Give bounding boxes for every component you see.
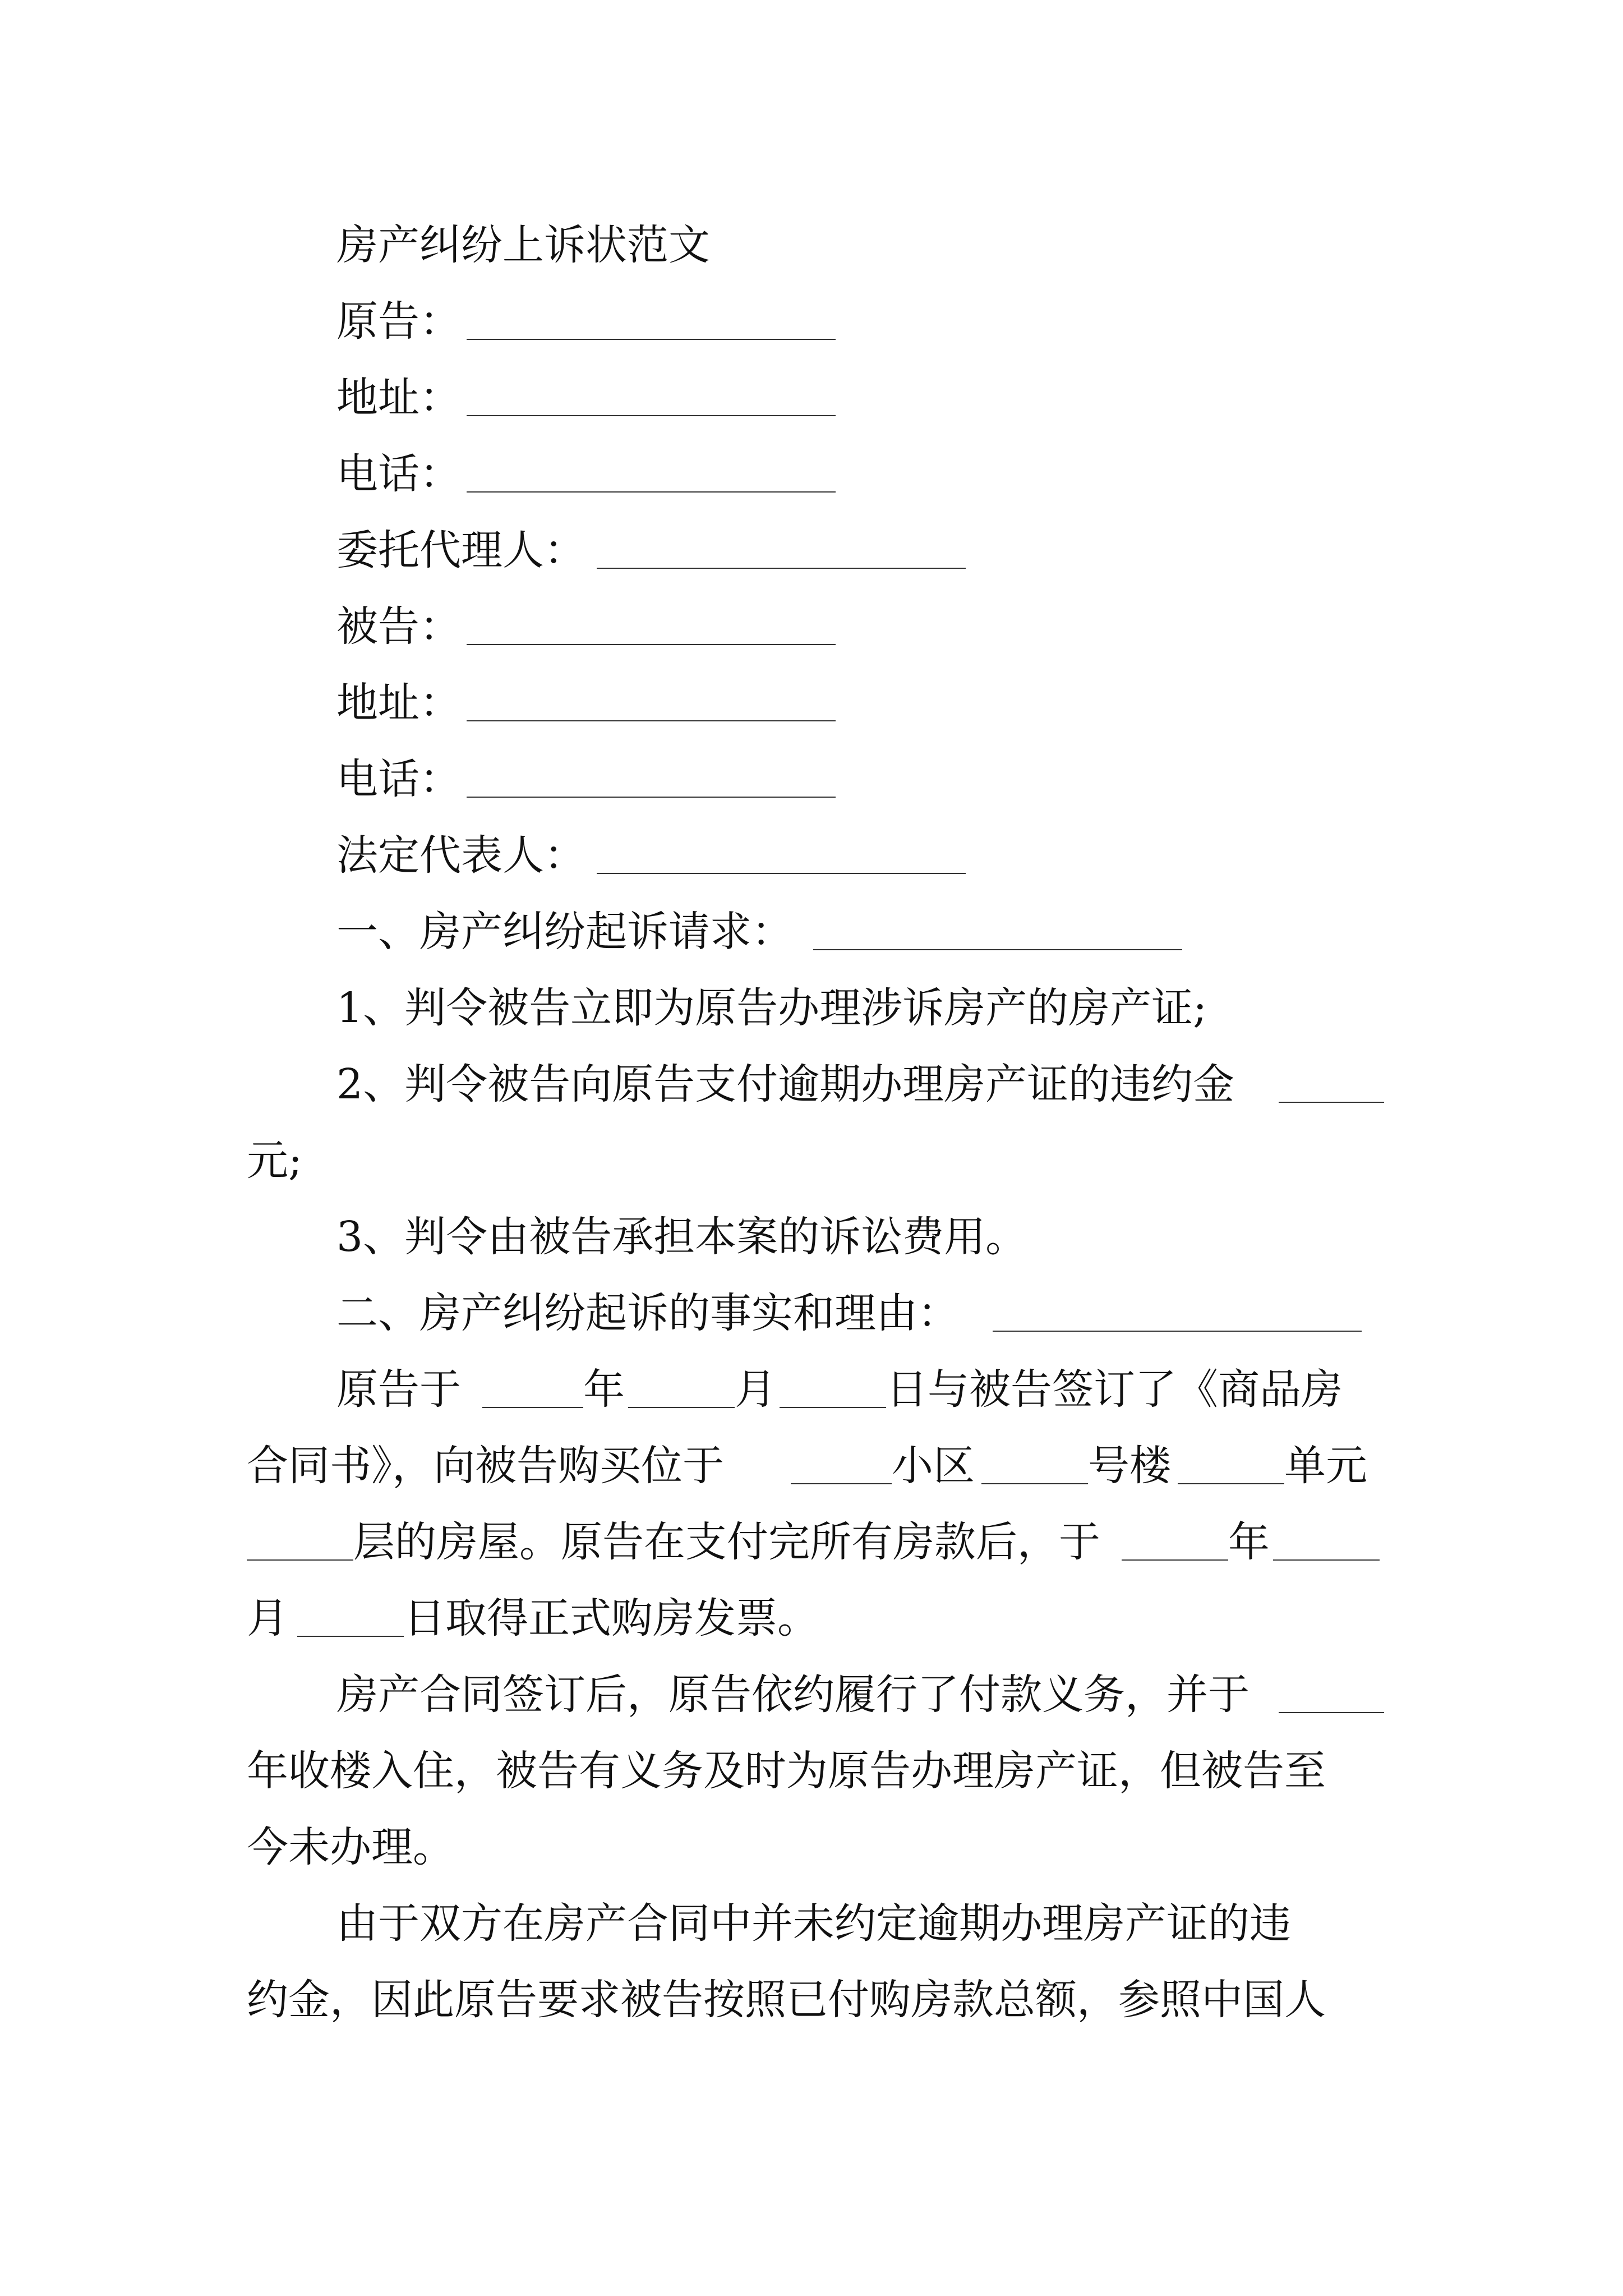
plaintiff-phone-label: 电话： [336,450,461,498]
move-in-year-blank [1279,1664,1384,1713]
facts-p1-text: 层的房屋。原告在支付完所有房款后，于 [353,1518,1100,1566]
defendant-label: 被告： [336,602,461,651]
month-label: 月 [247,1594,288,1642]
defendant-line [0,596,1623,657]
claims-heading-line [0,901,1623,963]
unit-label: 单元 [1284,1442,1367,1490]
claim-item-2-cont [0,1130,1623,1191]
unit-blank [1178,1435,1284,1484]
penalty-amount-blank [1279,1053,1384,1103]
legal-rep-label: 法定代表人： [336,831,585,880]
month-label: 月 [735,1365,776,1414]
facts-p3-line-2 [0,1969,1623,2031]
facts-p2-text: 年收楼入住，被告有义务及时为原告办理房产证，但被告至 [247,1747,1326,1795]
plaintiff-address-label: 地址： [336,374,461,422]
facts-blank [993,1282,1362,1332]
sign-day-blank [780,1359,886,1408]
plaintiff-address-line [0,367,1623,429]
facts-p1-line-4 [0,1588,1623,1649]
facts-p2-line-1 [0,1664,1623,1726]
facts-p2-line-2 [0,1740,1623,1802]
agent-label: 委托代理人： [336,526,585,574]
claim-item-2 [0,1053,1623,1115]
defendant-blank [467,596,836,645]
sign-month-blank [628,1359,735,1408]
facts-p1-line-1 [0,1359,1623,1420]
claim-item-1-text: 1、判令被告立即为原告办理涉诉房产的房产证; [336,984,1207,1032]
facts-p1-line-2 [0,1435,1623,1497]
claims-blank [813,901,1182,950]
facts-heading: 二、房产纠纷起诉的事实和理由： [336,1289,959,1337]
legal-rep-blank [597,825,966,874]
defendant-phone-label: 电话： [336,755,461,803]
claim-item-1 [0,977,1623,1039]
community-label: 小区 [892,1442,975,1490]
facts-heading-line [0,1282,1623,1344]
facts-p1-text: 日与被告签订了《商品房 [886,1365,1343,1414]
defendant-phone-blank [467,748,836,798]
plaintiff-phone-blank [467,443,836,493]
facts-p2-text: 今未办理。 [247,1823,454,1871]
invoice-day-blank [297,1588,404,1637]
claim-item-3 [0,1206,1623,1268]
facts-p3-text: 由于双方在房产合同中并未约定逾期办理房产证的违 [336,1899,1291,1948]
agent-blank [597,519,966,569]
defendant-address-label: 地址： [336,679,461,727]
facts-p3-text: 约金，因此原告要求被告按照已付购房款总额，参照中国人 [247,1976,1326,2024]
plaintiff-line [0,291,1623,352]
claims-heading: 一、房产纠纷起诉请求： [336,908,793,956]
agent-line [0,519,1623,581]
year-label: 年 [1228,1518,1270,1566]
facts-p2-line-3 [0,1816,1623,1878]
invoice-month-blank [1273,1511,1380,1561]
claim-item-2-unit: 元; [247,1137,302,1185]
facts-p2-text: 房产合同签订后，原告依约履行了付款义务，并于 [336,1671,1249,1719]
facts-p1-text: 日取得正式购房发票。 [404,1594,819,1642]
plaintiff-phone-line [0,443,1623,505]
defendant-address-line [0,672,1623,734]
claim-item-3-text: 3、判令由被告承担本案的诉讼费用。 [336,1213,1027,1261]
plaintiff-blank [467,291,836,340]
floor-blank [247,1511,353,1561]
claim-item-2-text: 2、判令被告向原告支付逾期办理房产证的违约金 [336,1060,1235,1108]
community-blank [791,1435,892,1484]
building-blank [981,1435,1088,1484]
plaintiff-label: 原告： [336,297,461,346]
plaintiff-address-blank [467,367,836,416]
building-label: 号楼 [1088,1442,1171,1490]
document-title: 房产纠纷上诉状范文 [336,221,710,269]
facts-p1-text: 原告于 [336,1365,461,1414]
year-label: 年 [583,1365,625,1414]
document-title-line [0,214,1623,276]
legal-rep-line [0,825,1623,886]
facts-p1-line-3 [0,1511,1623,1573]
defendant-address-blank [467,672,836,721]
sign-year-blank [482,1359,583,1408]
facts-p1-text: 合同书》，向被告购买位于 [247,1442,724,1490]
facts-p3-line-1 [0,1893,1623,1954]
defendant-phone-line [0,748,1623,810]
invoice-year-blank [1122,1511,1228,1561]
